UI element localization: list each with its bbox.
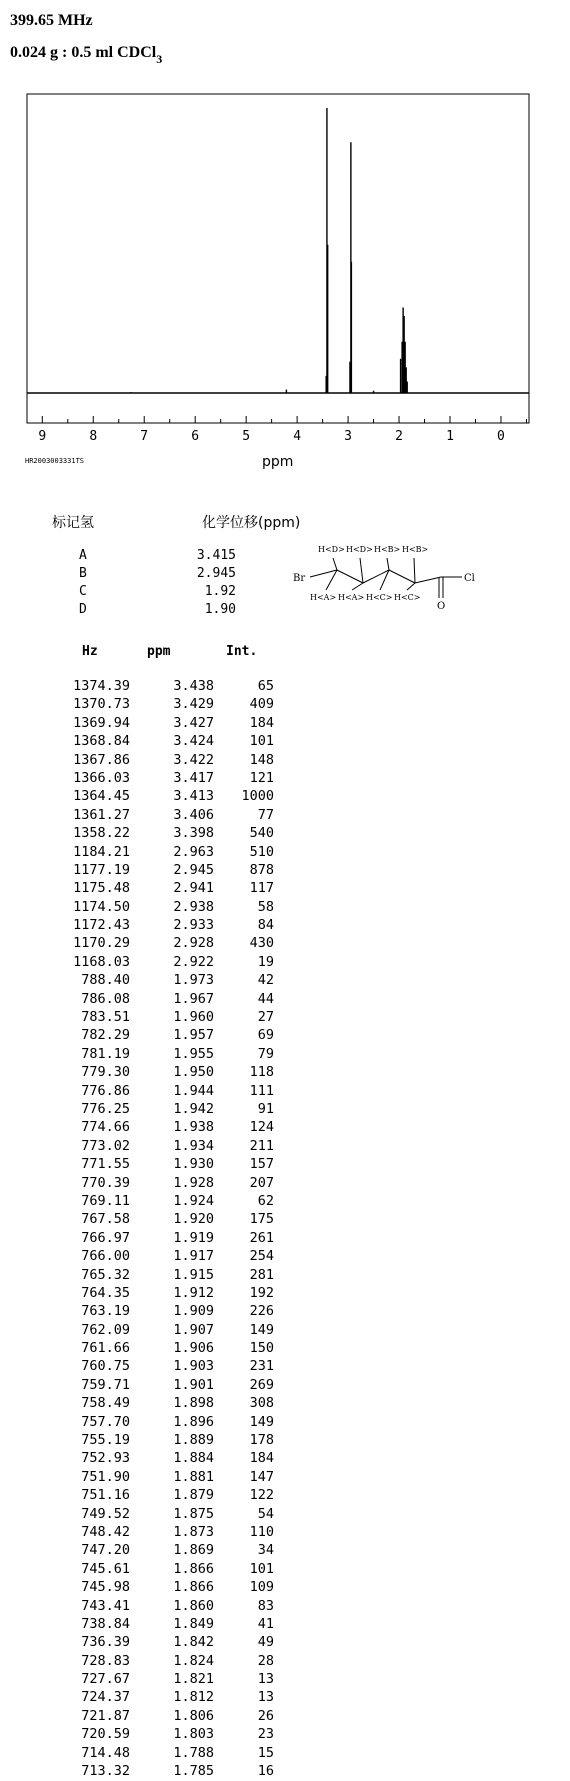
peak-hz: 774.66 — [81, 1119, 130, 1136]
peak-intensity: 231 — [249, 1358, 274, 1375]
peak-intensity: 118 — [249, 1064, 274, 1081]
peak-ppm: 1.875 — [173, 1505, 214, 1522]
bond — [380, 570, 389, 590]
peak-hz: 1366.03 — [73, 769, 130, 786]
peak-hz: 728.83 — [81, 1652, 130, 1669]
assignment-shift: 2.945 — [196, 566, 236, 581]
peak-intensity: 101 — [249, 733, 274, 750]
peak-hz: 724.37 — [81, 1689, 130, 1706]
peak-hz: 766.00 — [81, 1248, 130, 1265]
peak-ppm: 1.917 — [173, 1248, 214, 1265]
peak-row — [0, 954, 300, 972]
ppm-column-header: ppm — [147, 644, 171, 659]
peak-hz: 1172.43 — [73, 917, 130, 934]
peak-ppm: 3.429 — [173, 696, 214, 713]
peak-ppm: 2.938 — [173, 898, 214, 915]
hz-column-header: Hz — [82, 644, 98, 659]
peak-hz: 721.87 — [81, 1707, 130, 1724]
peak-intensity: 148 — [249, 751, 274, 768]
peak-hz: 745.61 — [81, 1560, 130, 1577]
peak-intensity: 91 — [257, 1100, 274, 1117]
peak-intensity: 26 — [257, 1707, 274, 1724]
peak-row — [0, 1487, 300, 1505]
peak-hz: 755.19 — [81, 1432, 130, 1449]
peak-row — [0, 880, 300, 898]
peak-row — [0, 1579, 300, 1597]
peak-ppm: 3.424 — [173, 733, 214, 750]
peak-hz: 751.90 — [81, 1468, 130, 1485]
peak-row — [0, 899, 300, 917]
peak-intensity: 34 — [257, 1542, 274, 1559]
peak-hz: 749.52 — [81, 1505, 130, 1522]
peak-ppm: 1.973 — [173, 972, 214, 989]
h-label: H<D> — [318, 545, 345, 554]
peak-intensity: 28 — [257, 1652, 274, 1669]
x-axis-tick-labels — [38, 429, 505, 444]
label-column-header: 标记氢 — [52, 515, 94, 531]
peak-ppm: 1.967 — [173, 990, 214, 1007]
peak-intensity: 149 — [249, 1321, 274, 1338]
h-label: H<A> — [310, 593, 337, 602]
bond — [352, 583, 363, 590]
peak-intensity: 192 — [249, 1284, 274, 1301]
peak-row — [0, 917, 300, 935]
peak-ppm: 1.907 — [173, 1321, 214, 1338]
peak-ppm: 1.866 — [173, 1579, 214, 1596]
peak-hz: 788.40 — [81, 972, 130, 989]
peak-ppm: 1.938 — [173, 1119, 214, 1136]
peak-hz: 745.98 — [81, 1579, 130, 1596]
x-tick-label: 3 — [344, 429, 352, 444]
bond — [337, 570, 363, 583]
peak-row — [0, 1726, 300, 1744]
spectrometer-frequency: 399.65 MHz — [10, 12, 93, 29]
peak-intensity: 13 — [257, 1689, 274, 1706]
peak-hz: 767.58 — [81, 1211, 130, 1228]
peak-row — [0, 1138, 300, 1156]
oxygen-atom: O — [437, 601, 446, 612]
peak-hz: 1168.03 — [73, 953, 130, 970]
peak-row — [0, 1119, 300, 1137]
peak-ppm: 1.909 — [173, 1303, 214, 1320]
peak-intensity: 184 — [249, 1450, 274, 1467]
peak-ppm: 1.849 — [173, 1615, 214, 1632]
peak-intensity: 77 — [257, 806, 274, 823]
peak-ppm: 1.955 — [173, 1045, 214, 1062]
bond — [333, 558, 337, 570]
h-label: H<C> — [366, 593, 393, 602]
peak-hz: 1175.48 — [73, 880, 130, 897]
peak-ppm: 1.869 — [173, 1542, 214, 1559]
peak-row — [0, 788, 300, 806]
peak-row — [0, 1064, 300, 1082]
peak-hz: 736.39 — [81, 1634, 130, 1651]
peak-hz: 1361.27 — [73, 806, 130, 823]
peak-ppm: 2.922 — [173, 953, 214, 970]
peak-hz: 1177.19 — [73, 861, 130, 878]
peak-hz: 738.84 — [81, 1615, 130, 1632]
assignment-label: A — [79, 548, 87, 563]
peak-ppm: 3.398 — [173, 825, 214, 842]
bond — [326, 570, 337, 590]
peak-row — [0, 1009, 300, 1027]
peak-intensity: 84 — [257, 917, 274, 934]
x-tick-label: 0 — [497, 429, 505, 444]
peak-hz: 766.97 — [81, 1229, 130, 1246]
peak-intensity: 109 — [249, 1579, 274, 1596]
peak-hz: 1367.86 — [73, 751, 130, 768]
peak-intensity: 62 — [257, 1192, 274, 1209]
peak-ppm: 3.417 — [173, 769, 214, 786]
peak-ppm: 3.406 — [173, 806, 214, 823]
peak-row — [0, 1616, 300, 1634]
peak-hz: 1358.22 — [73, 825, 130, 842]
peak-hz: 762.09 — [81, 1321, 130, 1338]
peak-hz: 782.29 — [81, 1027, 130, 1044]
x-tick-label: 1 — [446, 429, 454, 444]
peak-ppm: 1.824 — [173, 1652, 214, 1669]
peak-hz: 1370.73 — [73, 696, 130, 713]
peak-hz: 769.11 — [81, 1192, 130, 1209]
sample-subscript: 3 — [156, 52, 163, 66]
peak-intensity: 16 — [257, 1763, 274, 1780]
peak-intensity: 184 — [249, 714, 274, 731]
peak-intensity: 122 — [249, 1487, 274, 1504]
peak-row — [0, 1450, 300, 1468]
peak-hz: 1170.29 — [73, 935, 130, 952]
peak-ppm: 2.945 — [173, 861, 214, 878]
bond — [310, 570, 337, 577]
peak-row — [0, 1506, 300, 1524]
peak-ppm: 1.903 — [173, 1358, 214, 1375]
peak-ppm: 1.934 — [173, 1137, 214, 1154]
peak-row — [0, 1340, 300, 1358]
peak-intensity: 226 — [249, 1303, 274, 1320]
peak-hz: 751.16 — [81, 1487, 130, 1504]
peak-intensity: 175 — [249, 1211, 274, 1228]
peak-hz: 758.49 — [81, 1395, 130, 1412]
peak-ppm: 1.924 — [173, 1192, 214, 1209]
peak-row — [0, 752, 300, 770]
peak-row — [0, 1745, 300, 1763]
peak-intensity: 44 — [257, 990, 274, 1007]
peak-row — [0, 1101, 300, 1119]
x-tick-label: 9 — [38, 429, 47, 444]
peak-ppm: 1.950 — [173, 1064, 214, 1081]
peak-ppm: 1.896 — [173, 1413, 214, 1430]
peak-ppm: 1.866 — [173, 1560, 214, 1577]
assignment-label: C — [79, 584, 87, 599]
peak-intensity: 510 — [249, 843, 274, 860]
peak-ppm: 1.957 — [173, 1027, 214, 1044]
peak-hz: 776.25 — [81, 1100, 130, 1117]
peak-intensity: 58 — [257, 898, 274, 915]
peak-row — [0, 1561, 300, 1579]
x-axis-ticks — [42, 416, 526, 423]
peak-hz: 1369.94 — [73, 714, 130, 731]
peak-hz: 748.42 — [81, 1523, 130, 1540]
peak-row — [0, 1598, 300, 1616]
bond — [363, 570, 389, 583]
h-label: H<B> — [374, 545, 401, 554]
peak-row — [0, 935, 300, 953]
peak-hz: 757.70 — [81, 1413, 130, 1430]
peak-intensity: 281 — [249, 1266, 274, 1283]
peak-hz: 720.59 — [81, 1726, 130, 1743]
peak-list — [0, 678, 300, 1781]
peak-hz: 765.32 — [81, 1266, 130, 1283]
peak-row — [0, 991, 300, 1009]
peak-ppm: 3.422 — [173, 751, 214, 768]
peak-ppm: 2.933 — [173, 917, 214, 934]
peak-row — [0, 1083, 300, 1101]
peak-ppm: 1.803 — [173, 1726, 214, 1743]
peak-ppm: 3.413 — [173, 788, 214, 805]
peak-row — [0, 1303, 300, 1321]
peak-hz: 760.75 — [81, 1358, 130, 1375]
peak-hz: 759.71 — [81, 1376, 130, 1393]
peak-hz: 770.39 — [81, 1174, 130, 1191]
peak-intensity: 147 — [249, 1468, 274, 1485]
peak-ppm: 1.860 — [173, 1597, 214, 1614]
peak-intensity: 207 — [249, 1174, 274, 1191]
peak-row — [0, 1027, 300, 1045]
peak-ppm: 1.912 — [173, 1284, 214, 1301]
peak-intensity: 79 — [257, 1045, 274, 1062]
peak-ppm: 1.842 — [173, 1634, 214, 1651]
peak-intensity: 540 — [249, 825, 274, 842]
h-label: H<B> — [402, 545, 429, 554]
spectrum-code: HR2003003331TS — [25, 457, 85, 465]
peak-ppm: 1.879 — [173, 1487, 214, 1504]
intensity-column-header: Int. — [226, 644, 258, 659]
peak-ppm: 1.873 — [173, 1523, 214, 1540]
peak-row — [0, 1671, 300, 1689]
peak-ppm: 1.901 — [173, 1376, 214, 1393]
peak-intensity: 101 — [249, 1560, 274, 1577]
peak-intensity: 23 — [257, 1726, 274, 1743]
peak-row — [0, 715, 300, 733]
h-label: H<D> — [346, 545, 373, 554]
peak-ppm: 1.915 — [173, 1266, 214, 1283]
peak-ppm: 1.812 — [173, 1689, 214, 1706]
peak-intensity: 157 — [249, 1156, 274, 1173]
peak-hz: 776.86 — [81, 1082, 130, 1099]
peak-hz: 1368.84 — [73, 733, 130, 750]
peak-row — [0, 1156, 300, 1174]
bond — [389, 570, 415, 583]
x-tick-label: 6 — [191, 429, 200, 444]
peak-ppm: 1.788 — [173, 1744, 214, 1761]
peak-intensity: 150 — [249, 1340, 274, 1357]
peak-row — [0, 1432, 300, 1450]
peak-hz: 1374.39 — [73, 678, 130, 694]
peak-row — [0, 1708, 300, 1726]
peak-hz: 1174.50 — [73, 898, 130, 915]
peak-intensity: 111 — [249, 1082, 274, 1099]
assignment-label: D — [79, 602, 87, 617]
peak-row — [0, 1542, 300, 1560]
x-tick-label: 4 — [293, 429, 302, 444]
peak-row — [0, 1634, 300, 1652]
peak-ppm: 1.919 — [173, 1229, 214, 1246]
peak-ppm: 1.806 — [173, 1707, 214, 1724]
peak-ppm: 1.928 — [173, 1174, 214, 1191]
peak-row — [0, 1175, 300, 1193]
peak-ppm: 1.889 — [173, 1432, 214, 1449]
bond — [360, 558, 363, 583]
peak-hz: 764.35 — [81, 1284, 130, 1301]
peak-hz: 743.41 — [81, 1597, 130, 1614]
peak-intensity: 49 — [257, 1634, 274, 1651]
shift-column-header: 化学位移(ppm) — [202, 515, 301, 531]
chlorine-atom: Cl — [464, 573, 475, 584]
assignment-shift: 3.415 — [196, 548, 236, 563]
spectrum-peaks — [131, 108, 407, 393]
peak-intensity: 254 — [249, 1248, 274, 1265]
peak-row — [0, 1046, 300, 1064]
peak-row — [0, 825, 300, 843]
peak-row — [0, 1469, 300, 1487]
peak-hz: 1364.45 — [73, 788, 130, 805]
peak-intensity: 42 — [257, 972, 274, 989]
peak-intensity: 878 — [249, 861, 274, 878]
peak-row — [0, 1211, 300, 1229]
peak-row — [0, 1524, 300, 1542]
assignment-label: B — [79, 566, 87, 581]
peak-row — [0, 844, 300, 862]
peak-ppm: 2.963 — [173, 843, 214, 860]
peak-ppm: 2.928 — [173, 935, 214, 952]
peak-hz: 786.08 — [81, 990, 130, 1007]
peak-intensity: 54 — [257, 1505, 274, 1522]
peak-ppm: 1.920 — [173, 1211, 214, 1228]
h-label: H<A> — [338, 593, 365, 602]
peak-ppm: 1.960 — [173, 1009, 214, 1026]
peak-hz: 713.32 — [81, 1763, 130, 1780]
x-tick-label: 7 — [140, 429, 149, 444]
peak-ppm: 1.944 — [173, 1082, 214, 1099]
peak-intensity: 261 — [249, 1229, 274, 1246]
sample-text: 0.024 g : 0.5 ml CDCl — [10, 44, 157, 61]
peak-hz: 727.67 — [81, 1671, 130, 1688]
peak-hz: 752.93 — [81, 1450, 130, 1467]
peak-intensity: 308 — [249, 1395, 274, 1412]
peak-ppm: 3.438 — [173, 678, 214, 694]
x-tick-label: 5 — [242, 429, 251, 444]
peak-ppm: 1.884 — [173, 1450, 214, 1467]
peak-row — [0, 1414, 300, 1432]
bond — [415, 577, 441, 583]
peak-hz: 779.30 — [81, 1064, 130, 1081]
sample-description — [10, 44, 162, 67]
peak-row — [0, 1689, 300, 1707]
peak-hz: 773.02 — [81, 1137, 130, 1154]
peak-hz: 763.19 — [81, 1303, 130, 1320]
peak-ppm: 1.785 — [173, 1763, 214, 1780]
peak-row — [0, 862, 300, 880]
peak-row — [0, 1248, 300, 1266]
peak-intensity: 117 — [249, 880, 274, 897]
bromine-atom: Br — [293, 573, 306, 584]
peak-ppm: 1.930 — [173, 1156, 214, 1173]
peak-row — [0, 696, 300, 714]
peak-intensity: 19 — [257, 953, 274, 970]
peak-row — [0, 1267, 300, 1285]
peak-ppm: 1.942 — [173, 1100, 214, 1117]
peak-hz: 747.20 — [81, 1542, 130, 1559]
peak-row — [0, 733, 300, 751]
peak-hz: 761.66 — [81, 1340, 130, 1357]
peak-intensity: 15 — [257, 1744, 274, 1761]
peak-row — [0, 678, 300, 696]
peak-row — [0, 807, 300, 825]
peak-hz: 771.55 — [81, 1156, 130, 1173]
peak-row — [0, 1230, 300, 1248]
bond — [407, 583, 415, 590]
assignment-shift: 1.90 — [204, 602, 236, 617]
peak-row — [0, 1193, 300, 1211]
peak-hz: 1184.21 — [73, 843, 130, 860]
peak-intensity: 13 — [257, 1671, 274, 1688]
assignment-shift: 1.92 — [204, 584, 236, 599]
peak-intensity: 121 — [249, 769, 274, 786]
peak-intensity: 409 — [249, 696, 274, 713]
peak-intensity: 178 — [249, 1432, 274, 1449]
peak-intensity: 269 — [249, 1376, 274, 1393]
h-label: H<C> — [394, 593, 421, 602]
x-tick-label: 8 — [89, 429, 98, 444]
peak-intensity: 149 — [249, 1413, 274, 1430]
peak-intensity: 110 — [249, 1523, 274, 1540]
peak-hz: 781.19 — [81, 1045, 130, 1062]
peak-hz: 714.48 — [81, 1744, 130, 1761]
peak-intensity: 69 — [257, 1027, 274, 1044]
peak-row — [0, 1377, 300, 1395]
peak-intensity: 41 — [257, 1615, 274, 1632]
peak-row — [0, 1395, 300, 1413]
x-axis-label: ppm — [262, 454, 294, 470]
peak-row — [0, 972, 300, 990]
peak-ppm: 1.906 — [173, 1340, 214, 1357]
peak-hz: 783.51 — [81, 1009, 130, 1026]
plot-frame — [27, 94, 529, 423]
peak-row — [0, 1763, 300, 1781]
bond — [387, 558, 389, 570]
peak-intensity: 430 — [249, 935, 274, 952]
peak-ppm: 1.881 — [173, 1468, 214, 1485]
peak-intensity: 27 — [257, 1009, 274, 1026]
peak-row — [0, 770, 300, 788]
peak-intensity: 65 — [257, 678, 274, 694]
peak-ppm: 1.898 — [173, 1395, 214, 1412]
x-tick-label: 2 — [395, 429, 403, 444]
peak-intensity: 1000 — [241, 788, 274, 805]
peak-ppm: 2.941 — [173, 880, 214, 897]
peak-intensity: 124 — [249, 1119, 274, 1136]
peak-ppm: 1.821 — [173, 1671, 214, 1688]
peak-intensity: 211 — [249, 1137, 274, 1154]
peak-ppm: 3.427 — [173, 714, 214, 731]
peak-row — [0, 1285, 300, 1303]
peak-row — [0, 1653, 300, 1671]
molecule-structure — [290, 538, 500, 618]
peak-row — [0, 1358, 300, 1376]
peak-intensity: 83 — [257, 1597, 274, 1614]
peak-row — [0, 1322, 300, 1340]
bond — [414, 558, 415, 583]
